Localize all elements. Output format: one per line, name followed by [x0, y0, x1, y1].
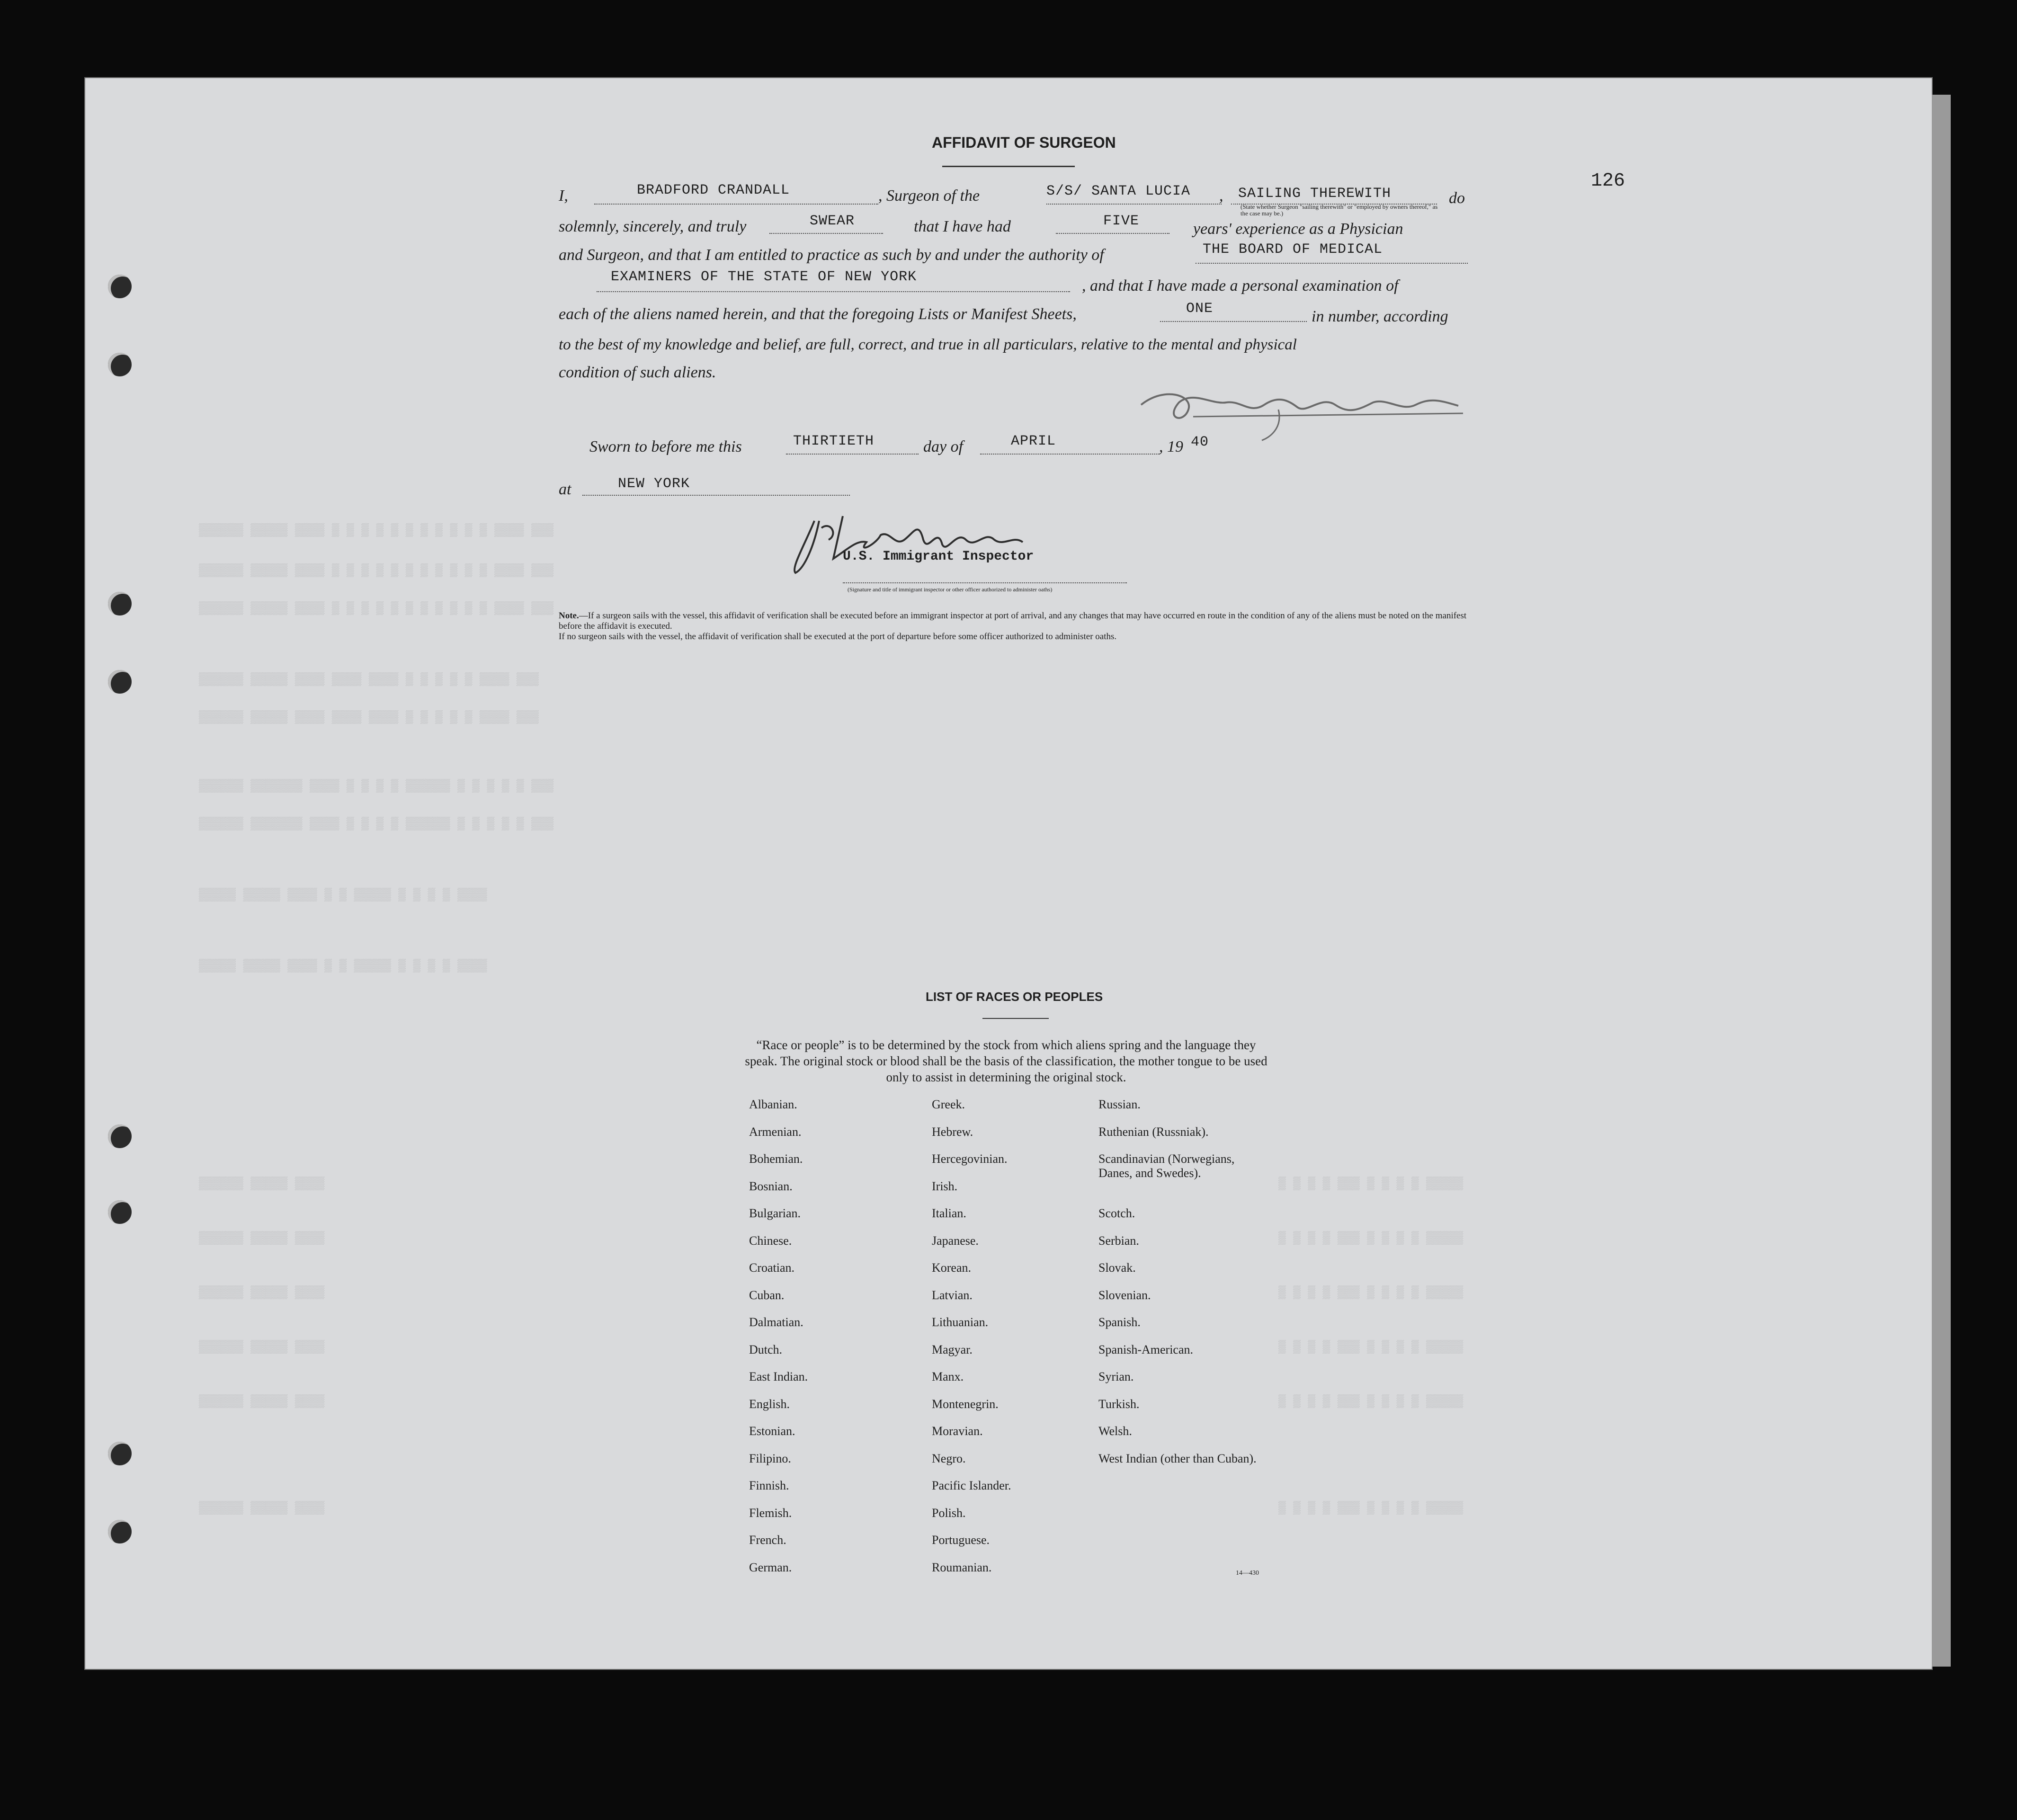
sworn-text: Sworn to before me this [589, 438, 742, 455]
race-item: Slovak. [1098, 1261, 1136, 1275]
race-item: Hebrew. [932, 1124, 973, 1139]
race-item: Flemish. [749, 1506, 792, 1520]
race-item: Bohemian. [749, 1152, 803, 1166]
race-item: Montenegrin. [932, 1397, 999, 1411]
race-item: Spanish-American. [1098, 1342, 1194, 1356]
race-item: Polish. [932, 1506, 966, 1520]
solemnly-text: solemnly, sincerely, and truly [559, 218, 747, 235]
race-item: Irish. [932, 1179, 958, 1193]
race-item: Japanese. [932, 1233, 979, 1248]
note-line-2: If no surgeon sails with the vessel, the affidavit of verification shall be executed at the port of departure before some officer authorized to administer oaths. [559, 632, 1117, 642]
authority-line-1: THE BOARD OF MEDICAL [1203, 241, 1383, 258]
races-column-3 [1098, 1097, 1269, 1479]
race-item: Greek. [932, 1097, 965, 1111]
race-item: Ruthenian (Russniak). [1098, 1124, 1209, 1139]
binder-hole [108, 592, 132, 616]
binder-hole [108, 353, 132, 376]
sworn-month: APRIL [1011, 433, 1056, 449]
race-item: Bulgarian. [749, 1206, 801, 1220]
race-item: Scandinavian (Norwegians, Danes, and Swedes). [1098, 1152, 1235, 1180]
race-item: Finnish. [749, 1479, 789, 1492]
race-item: Moravian. [932, 1424, 983, 1438]
races-title: LIST OF RACES OR PEOPLES [926, 990, 1103, 1004]
years-experience-text: years' experience as a Physician [1193, 220, 1403, 238]
race-item: Scotch. [1098, 1206, 1135, 1220]
race-item: Syrian. [1098, 1370, 1134, 1383]
race-item: Latvian. [932, 1288, 973, 1302]
race-item: Dutch. [749, 1342, 783, 1356]
race-item: Estonian. [749, 1424, 795, 1438]
race-item: East Indian. [749, 1370, 808, 1383]
races-intro: “Race or people” is to be determined by the stock from which aliens spring and the language they speak. The original stock or blood shall be the basis of the classification, the mother tongue to be used only to assist in determining the original stock. [745, 1038, 1267, 1084]
title-underline [942, 166, 1075, 167]
inspector-caption: (Signature and title of immigrant inspector or other officer authorized to administer oaths) [848, 586, 1053, 593]
races-column-2 [932, 1097, 1011, 1588]
binder-hole [108, 670, 132, 694]
race-item: French. [749, 1533, 786, 1547]
best-of-text: to the best of my knowledge and belief, are full, correct, and true in all particulars, relative to the mental and physical [559, 336, 1297, 353]
race-item: Dalmatian. [749, 1315, 803, 1329]
sheets-value: ONE [1186, 301, 1214, 317]
race-item: Spanish. [1098, 1315, 1141, 1329]
race-item: Negro. [932, 1451, 966, 1465]
race-item: Croatian. [749, 1261, 795, 1275]
binder-hole [108, 1200, 132, 1224]
race-item: English. [749, 1397, 790, 1411]
day-of-text: day of [923, 438, 964, 455]
surgeon-name: BRADFORD CRANDALL [637, 182, 790, 198]
race-item: Russian. [1098, 1097, 1141, 1111]
race-item: West Indian (other than Cuban). [1098, 1451, 1257, 1465]
race-item: Italian. [932, 1206, 966, 1220]
page-number: 126 [1591, 170, 1625, 192]
year-prefix: , 19 [1159, 438, 1183, 455]
binder-hole [108, 275, 132, 298]
oath-type: SWEAR [810, 213, 855, 229]
race-item: Turkish. [1098, 1397, 1140, 1411]
race-item: Filipino. [749, 1451, 791, 1465]
have-had-text: that I have had [914, 218, 1011, 235]
surgeon-of-the-text: , Surgeon of the [878, 187, 980, 205]
affidavit-title: AFFIDAVIT OF SURGEON [932, 134, 1116, 151]
race-item: Lithuanian. [932, 1315, 989, 1329]
sworn-day: THIRTIETH [793, 433, 875, 449]
comma: , [1219, 187, 1223, 205]
at-text: at [559, 481, 571, 498]
vessel-name: S/S/ SANTA LUCIA [1046, 183, 1191, 199]
race-item: Magyar. [932, 1342, 973, 1356]
race-item: Roumanian. [932, 1560, 992, 1574]
surgeon-signature [1136, 376, 1468, 443]
race-item: German. [749, 1560, 792, 1574]
race-item: Hercegovinian. [932, 1152, 1008, 1166]
race-item: Korean. [932, 1261, 972, 1275]
sailing-status-note: (State whether Surgeon "sailing therewith" or "employed by owners thereof," as the case may be.) [1241, 203, 1438, 217]
each-of-text: each of the aliens named herein, and that the foregoing Lists or Manifest Sheets, [559, 305, 1077, 323]
inspector-title: U.S. Immigrant Inspector [843, 549, 1034, 564]
in-number-text: in number, according [1312, 308, 1448, 325]
binder-hole [108, 1442, 132, 1465]
race-item: Portuguese. [932, 1533, 990, 1547]
race-item [1098, 1179, 1269, 1207]
year-suffix: 40 [1191, 434, 1209, 450]
binder-hole [108, 1520, 132, 1543]
race-item: Manx. [932, 1370, 964, 1383]
affidavit-i: I, [559, 187, 568, 205]
races-underline [982, 1018, 1049, 1019]
race-item: Armenian. [749, 1124, 802, 1139]
condition-text: condition of such aliens. [559, 364, 716, 381]
race-item: Welsh. [1098, 1424, 1132, 1438]
race-item: Albanian. [749, 1097, 797, 1111]
race-item: Serbian. [1098, 1233, 1139, 1248]
affidavit-note [559, 611, 1468, 642]
and-surgeon-text: and Surgeon, and that I am entitled to practice as such by and under the authority of [559, 246, 1104, 264]
inspector-signature [786, 502, 1061, 578]
note-line-1: —If a surgeon sails with the vessel, this affidavit of verification shall be executed before an immigrant inspector at port of arrival, and any changes that may have occurred en route in the condition of any of the aliens must be noted on the manifest before the affidavit is executed. [559, 611, 1467, 631]
race-item: Slovenian. [1098, 1288, 1151, 1302]
race-item: Cuban. [749, 1288, 785, 1302]
sailing-status: SAILING THEREWITH [1238, 186, 1392, 202]
race-item: Chinese. [749, 1233, 792, 1248]
years-value: FIVE [1103, 213, 1140, 229]
race-item: Pacific Islander. [932, 1479, 1011, 1492]
personal-exam-text: , and that I have made a personal examination of [1082, 277, 1399, 294]
race-item: Bosnian. [749, 1179, 793, 1193]
sworn-place: NEW YORK [618, 476, 690, 492]
do-text: do [1449, 189, 1465, 207]
form-number: 14—430 [1236, 1570, 1259, 1577]
binder-hole [108, 1124, 132, 1148]
note-label: Note. [559, 611, 579, 621]
page-edge [1932, 95, 1951, 1667]
authority-line-2: EXAMINERS OF THE STATE OF NEW YORK [611, 269, 917, 285]
races-column-1 [749, 1097, 808, 1588]
